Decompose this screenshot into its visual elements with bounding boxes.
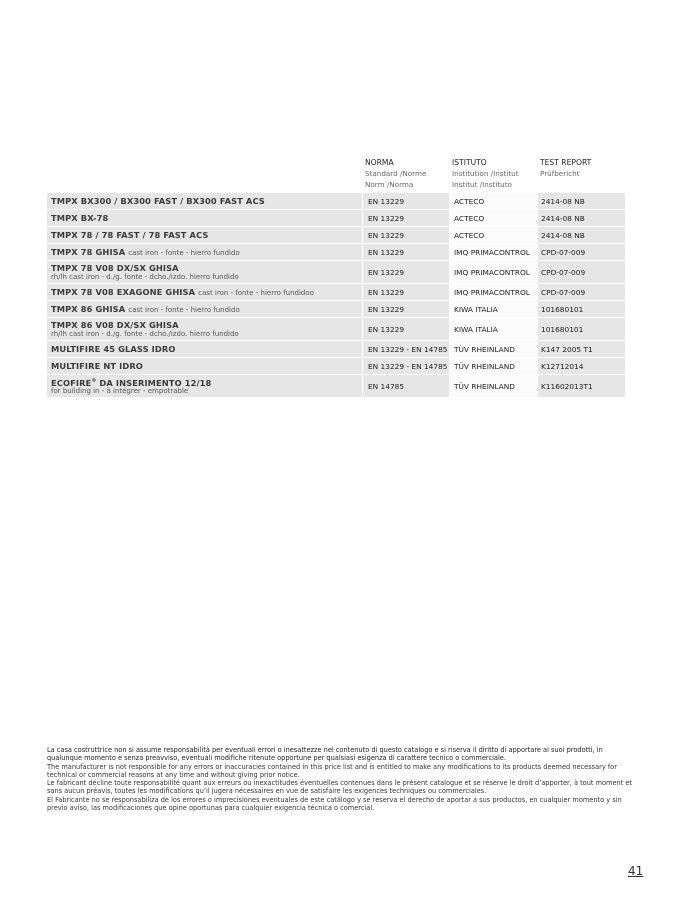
test-report-cell: 2414-08 NB <box>538 193 625 209</box>
table-row <box>47 284 657 301</box>
test-report-cell: CPD-07-009 <box>538 284 625 300</box>
product-material: cast iron - fonte - hierro fundido <box>128 248 240 257</box>
istituto-cell: TÜV RHEINLAND <box>450 375 538 397</box>
product-cell <box>47 244 363 260</box>
product-name: MULTIFIRE 45 GLASS IDRO <box>51 344 176 354</box>
table-row <box>47 227 657 244</box>
test-report-cell: K11602013T1 <box>538 375 625 397</box>
header-test-report-title: TEST REPORT <box>540 158 592 167</box>
norma-cell: EN 13229 <box>363 227 450 243</box>
test-report-cell: K12712014 <box>538 358 625 374</box>
product-material: cast iron - fonte - hierro fundidoo <box>198 288 314 297</box>
norma-cell: EN 14785 <box>363 375 450 397</box>
product-name-text: TMPX 86 GHISA <box>51 303 126 314</box>
norma-cell: EN 13229 - EN 14785 <box>363 341 450 357</box>
disclaimer <box>47 746 637 812</box>
table-row <box>47 358 657 375</box>
page-number: 41 <box>628 864 644 878</box>
istituto-cell: KIWA ITALIA <box>450 301 538 317</box>
istituto-cell: ACTECO <box>450 227 538 243</box>
table-row <box>47 210 657 227</box>
certification-table <box>47 193 657 398</box>
istituto-cell: ACTECO <box>450 210 538 226</box>
product-subtitle: rh/lh cast iron - d./g. fonte - dcho./izdo. hierro fundido <box>51 272 239 281</box>
test-report-cell: CPD-07-009 <box>538 244 625 260</box>
product-name: TMPX 86 V08 DX/SX GHISA <box>51 319 179 330</box>
norma-cell: EN 13229 <box>363 318 450 340</box>
product-cell <box>47 261 363 283</box>
istituto-cell: IMQ PRIMACONTROL <box>450 261 538 283</box>
test-report-cell: 2414-08 NB <box>538 210 625 226</box>
product-subtitle: for building in - à intégrer - empotrable <box>51 387 189 396</box>
istituto-cell: TÜV RHEINLAND <box>450 358 538 374</box>
product-cell <box>47 375 363 397</box>
norma-cell: EN 13229 <box>363 210 450 226</box>
product-subtitle: rh/lh cast iron - d./g. fonte - dcho./izdo. hierro fundido <box>51 329 239 338</box>
test-report-cell: 101680101 <box>538 301 625 317</box>
product-name: MULTIFIRE NT IDRO <box>51 361 143 371</box>
table-row <box>47 318 657 341</box>
norma-cell: EN 13229 - EN 14785 <box>363 358 450 374</box>
disclaimer-en: The manufacturer is not responsible for any errors or inaccuracies contained in this price list and is entitled to make any modifications to its products deemed necessary for technical or commercial reasons at any time and without giving prior notice. <box>47 762 617 779</box>
registered-mark: ® <box>91 377 97 384</box>
product-cell <box>47 227 363 243</box>
header-norma-line2: Standard /Norme <box>365 169 427 178</box>
product-cell <box>47 284 363 300</box>
header-istituto <box>452 157 519 190</box>
header-istituto-line2: Institution /Institut <box>452 169 519 178</box>
product-name: TMPX 78 V08 DX/SX GHISA <box>51 262 179 273</box>
header-test-report-line2: Prüfbericht <box>540 169 580 178</box>
table-row <box>47 341 657 358</box>
header-istituto-title: ISTITUTO <box>452 158 487 167</box>
product-name <box>51 376 362 388</box>
product-name <box>51 304 362 315</box>
disclaimer-it: La casa costruttrice non si assume responsabilità per eventuali errori o inesattezze nel contenuto di questo catalogo e si riserva il diritto di apportare ai suoi prodotti, in qualunque momento e senza preavviso, eventuali modifiche ritenute opportune per qualsiasi esigenza di carattere tecnico o commerciale. <box>47 746 603 763</box>
istituto-cell: IMQ PRIMACONTROL <box>450 284 538 300</box>
header-istituto-line3: Institut /Instituto <box>452 180 512 189</box>
norma-cell: EN 13229 <box>363 261 450 283</box>
product-name: TMPX 78 / 78 FAST / 78 FAST ACS <box>51 230 209 240</box>
istituto-cell: IMQ PRIMACONTROL <box>450 244 538 260</box>
table-row <box>47 375 657 398</box>
test-report-cell: K147 2005 T1 <box>538 341 625 357</box>
product-cell <box>47 318 363 340</box>
header-norma-line3: Norm /Norma <box>365 180 414 189</box>
test-report-cell: 2414-08 NB <box>538 227 625 243</box>
norma-cell: EN 13229 <box>363 193 450 209</box>
test-report-cell: 101680101 <box>538 318 625 340</box>
norma-cell: EN 13229 <box>363 244 450 260</box>
product-name-part-a: ECOFIRE <box>51 377 92 388</box>
norma-cell: EN 13229 <box>363 284 450 300</box>
product-name <box>51 287 362 298</box>
istituto-cell: ACTECO <box>450 193 538 209</box>
product-name-text: TMPX 78 V08 EXAGONE GHISA <box>51 286 196 297</box>
table-row <box>47 193 657 210</box>
product-name-part-b: DA INSERIMENTO 12/18 <box>96 377 212 388</box>
product-cell <box>47 210 363 226</box>
product-cell <box>47 358 363 374</box>
istituto-cell: KIWA ITALIA <box>450 318 538 340</box>
product-cell <box>47 193 363 209</box>
product-cell <box>47 341 363 357</box>
table-row <box>47 301 657 318</box>
product-material: cast iron - fonte - hierro fundido <box>128 305 240 314</box>
table-row <box>47 244 657 261</box>
disclaimer-fr: Le fabricant décline toute responsabilité quant aux erreurs ou inexactitudes éventuelles contenues dans le présent catalogue et se réserve le droit d’apporter, à tout moment et sans aucun préavis, toutes les modifications qu’il jugera nécessaires en vue de satisfaire les exigences techniques ou commerciales. <box>47 779 633 796</box>
header-test-report <box>540 157 591 179</box>
header-norma-title: NORMA <box>365 158 394 167</box>
test-report-cell: CPD-07-009 <box>538 261 625 283</box>
product-name: TMPX BX300 / BX300 FAST / BX300 FAST ACS <box>51 196 265 206</box>
product-name-text: TMPX 78 GHISA <box>51 246 126 257</box>
table-row <box>47 261 657 284</box>
istituto-cell: TÜV RHEINLAND <box>450 341 538 357</box>
product-cell <box>47 301 363 317</box>
disclaimer-es: El Fabricante no se responsabiliza de los errores o imprecisiones eventuales de este catálogo y se reserva el derecho de aportar a sus productos, en cualquier momento y sin previo aviso, las modificaciones que opine oportunas para cualquier exigencia técnica o comercial. <box>47 795 622 813</box>
product-name: TMPX BX-78 <box>51 213 109 223</box>
product-name <box>51 247 362 258</box>
header-norma <box>365 157 426 190</box>
norma-cell: EN 13229 <box>363 301 450 317</box>
